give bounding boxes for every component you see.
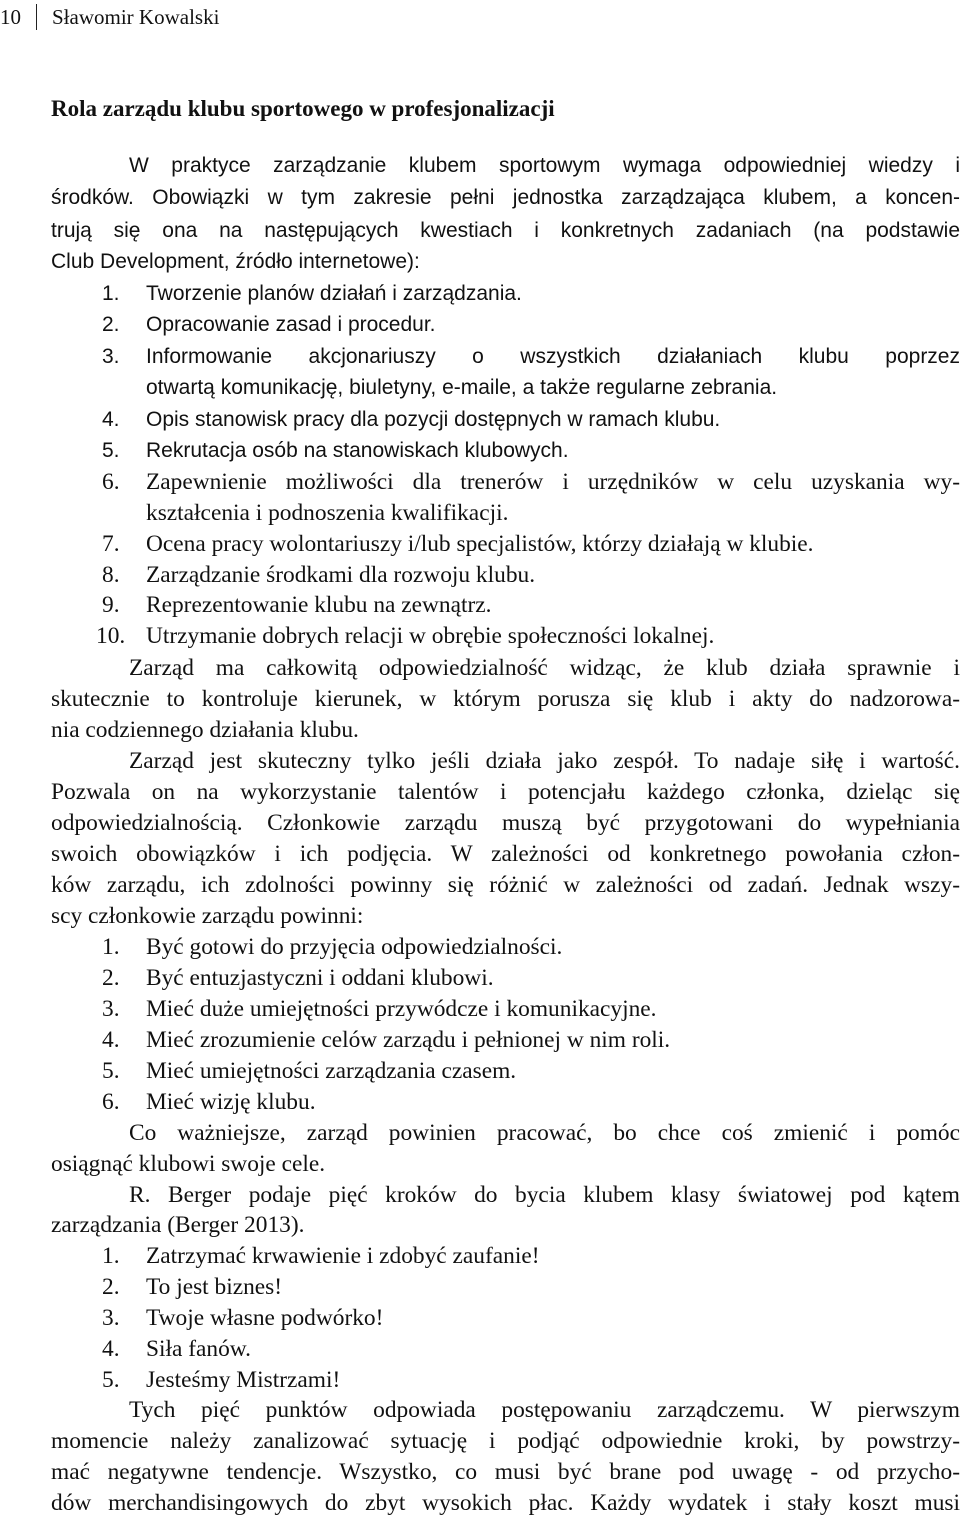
paragraph-line: R. Berger podaje pięć kroków do bycia klubem klasy światowej pod kątem [129,1182,960,1208]
list-item: Zatrzymać krwawienie i zdobyć zaufanie! [146,1243,540,1269]
list-item: Mieć wizję klubu. [146,1089,316,1115]
list-item-number: 1. [102,1243,120,1269]
list-item-number: 9. [102,592,120,618]
list-item-number: 5. [102,1058,120,1084]
paragraph-line: osiągnąć klubowi swoje cele. [51,1151,326,1177]
list-item-number: 3. [102,1305,120,1331]
paragraph-line: Tych pięć punktów odpowiada postępowaniu zarządczemu. W pierwszym [129,1397,960,1423]
list-item-number: 5. [102,439,120,462]
paragraph-line: ków zarządu, ich zdolności powinny się różnić w zależności od zadań. Jednak wszy- [51,872,960,898]
paragraph-line: zarządzania (Berger 2013). [51,1212,305,1238]
paragraph-line: Zarząd ma całkowitą odpowiedzialność widząc, że klub działa sprawnie i [129,655,960,681]
list-item: Siła fanów. [146,1336,252,1362]
list-item-number: 4. [102,408,120,431]
list-item-number: 6. [102,1089,120,1115]
list-item: To jest biznes! [146,1274,283,1300]
list-item: Zarządzanie środkami dla rozwoju klubu. [146,562,536,588]
list-item-continuation: kształcenia i podnoszenia kwalifikacji. [146,500,509,526]
list-item-number: 4. [102,1027,120,1053]
paragraph-line: mać negatywne tendencje. Wszystko, co musi być brane pod uwagę - od przycho- [51,1459,960,1485]
list-item-number: 1. [102,934,120,960]
list-item: Rekrutacja osób na stanowiskach klubowych. [146,439,569,462]
list-item-number: 10. [96,623,126,649]
list-item: Mieć zrozumienie celów zarządu i pełnionej w nim roli. [146,1027,671,1053]
paragraph-line: Co ważniejsze, zarząd powinien pracować, bo chce coś zmienić i pomóc [129,1120,960,1146]
author-name: Sławomir Kowalski [52,5,220,29]
list-item: Opis stanowisk pracy dla pozycji dostępnych w ramach klubu. [146,408,721,431]
list-item: Być gotowi do przyjęcia odpowiedzialności. [146,934,563,960]
list-item-number: 7. [102,531,120,557]
paragraph-line: odpowiedzialnością. Członkowie zarządu muszą być przygotowani do wypełniania [51,810,960,836]
list-item: Ocena pracy wolontariuszy i/lub specjalistów, którzy działają w klubie. [146,531,814,557]
paragraph-line: nia codziennego działania klubu. [51,717,359,743]
section-title: Rola zarządu klubu sportowego w profesjonalizacji [51,96,555,121]
list-item-number: 2. [102,965,120,991]
list-item: Jesteśmy Mistrzami! [146,1367,341,1393]
list-item-number: 3. [102,345,120,368]
intro-line: trują się ona na następujących kwestiach i konkretnych zadaniach (na podstawie [51,219,960,242]
list-item-number: 6. [102,469,120,495]
list-item: Być entuzjastyczni i oddani klubowi. [146,965,494,991]
list-item-number: 5. [102,1367,120,1393]
paragraph-line: momencie należy zanalizować sytuację i podjąć odpowiednie kroki, by powstrzy- [51,1428,960,1454]
list-item-number: 1. [102,282,120,305]
list-item: Mieć umiejętności zarządzania czasem. [146,1058,517,1084]
list-item-number: 3. [102,996,120,1022]
list-item: Utrzymanie dobrych relacji w obrębie społeczności lokalnej. [146,623,715,649]
list-item-number: 2. [102,313,120,336]
paragraph-line: swoich obowiązków i ich podjęcia. W zależności od konkretnego powołania człon- [51,841,960,867]
paragraph-line: Pozwala on na wykorzystanie talentów i potencjału każdego członka, dzieląc się [51,779,960,805]
list-item: Opracowanie zasad i procedur. [146,313,436,336]
intro-line: Club Development, źródło internetowe): [51,250,420,273]
paragraph-line: scy członkowie zarządu powinni: [51,903,364,929]
list-item: Informowanie akcjonariuszy o wszystkich działaniach klubu poprzez [146,345,960,368]
list-item: Zapewnienie możliwości dla trenerów i urzędników w celu uzyskania wy- [146,469,960,495]
list-item-number: 2. [102,1274,120,1300]
list-item-continuation: otwartą komunikację, biuletyny, e-maile, a także regularne zebrania. [146,376,778,399]
header-divider [36,4,37,30]
intro-line: W praktyce zarządzanie klubem sportowym wymaga odpowiedniej wiedzy i [129,154,960,177]
page-number: 10 [0,5,21,29]
list-item-number: 4. [102,1336,120,1362]
list-item: Mieć duże umiejętności przywódcze i komunikacyjne. [146,996,657,1022]
list-item-number: 8. [102,562,120,588]
list-item: Twoje własne podwórko! [146,1305,384,1331]
paragraph-line: skutecznie to kontroluje kierunek, w którym porusza się klub i akty do nadzorowa- [51,686,960,712]
list-item: Tworzenie planów działań i zarządzania. [146,282,522,305]
paragraph-line: Zarząd jest skuteczny tylko jeśli działa jako zespół. To nadaje siłę i wartość. [129,748,960,774]
list-item: Reprezentowanie klubu na zewnątrz. [146,592,492,618]
paragraph-line: dów merchandisingowych do zbyt wysokich płac. Każdy wydatek i stały koszt musi [51,1490,960,1516]
intro-line: środków. Obowiązki w tym zakresie pełni jednostka zarządzająca klubem, a koncen- [51,186,960,209]
